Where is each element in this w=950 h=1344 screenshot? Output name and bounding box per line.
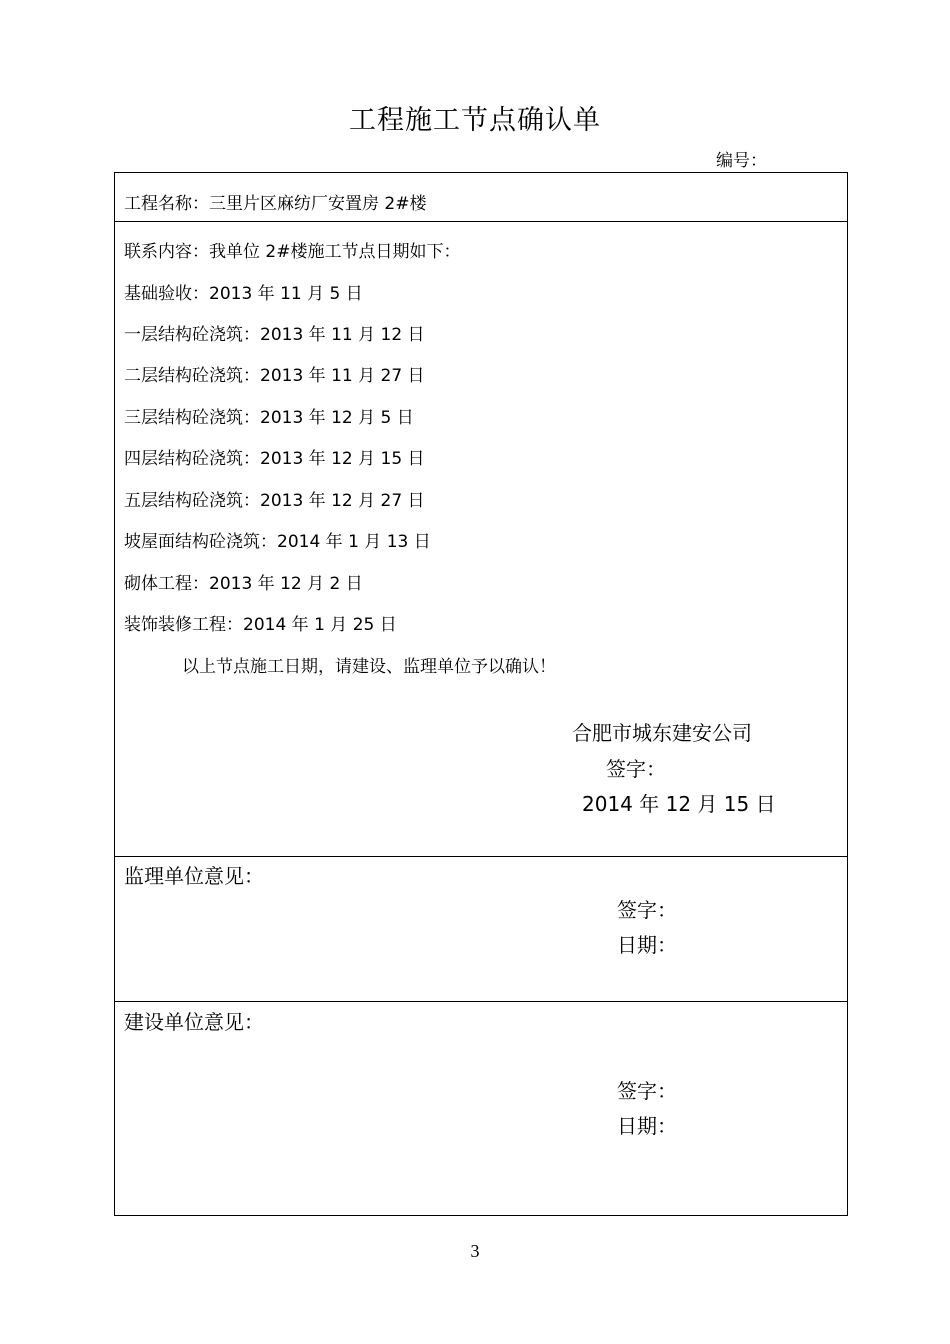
supervision-date-label: 日期： — [617, 933, 677, 957]
company-name: 合肥市城东建安公司 — [572, 721, 752, 745]
milestone-item: 砌体工程：2013 年 12 月 2 日 — [124, 574, 363, 594]
page-number: 3 — [470, 1241, 480, 1261]
supervision-signature-label: 签字： — [617, 898, 677, 922]
supervision-heading: 监理单位意见： — [124, 864, 264, 888]
company-signature-label: 签字： — [606, 757, 666, 781]
contact-intro: 联系内容：我单位 2#楼施工节点日期如下： — [124, 242, 461, 262]
divider — [115, 1001, 847, 1002]
divider — [115, 221, 847, 222]
construction-signature-label: 签字： — [617, 1079, 677, 1103]
milestone-item: 四层结构砼浇筑：2013 年 12 月 15 日 — [124, 449, 425, 469]
company-date: 2014 年 12 月 15 日 — [582, 792, 776, 816]
document-title: 工程施工节点确认单 — [349, 105, 601, 136]
project-name: 工程名称：三里片区麻纺厂安置房 2#楼 — [124, 194, 427, 214]
confirmation-request: 以上节点施工日期，请建设、监理单位予以确认！ — [182, 657, 556, 677]
milestone-item: 装饰装修工程：2014 年 1 月 25 日 — [124, 615, 397, 635]
milestone-item: 基础验收：2013 年 11 月 5 日 — [124, 284, 363, 304]
construction-date-label: 日期： — [617, 1114, 677, 1138]
construction-heading: 建设单位意见： — [124, 1010, 264, 1034]
milestone-item: 一层结构砼浇筑：2013 年 11 月 12 日 — [124, 325, 425, 345]
confirmation-form — [114, 172, 848, 1216]
milestone-item: 二层结构砼浇筑：2013 年 11 月 27 日 — [124, 366, 425, 386]
milestone-item: 坡屋面结构砼浇筑：2014 年 1 月 13 日 — [124, 532, 431, 552]
serial-number-label: 编号： — [716, 151, 767, 171]
milestone-item: 三层结构砼浇筑：2013 年 12 月 5 日 — [124, 408, 414, 428]
divider — [115, 856, 847, 857]
milestone-item: 五层结构砼浇筑：2013 年 12 月 27 日 — [124, 491, 425, 511]
